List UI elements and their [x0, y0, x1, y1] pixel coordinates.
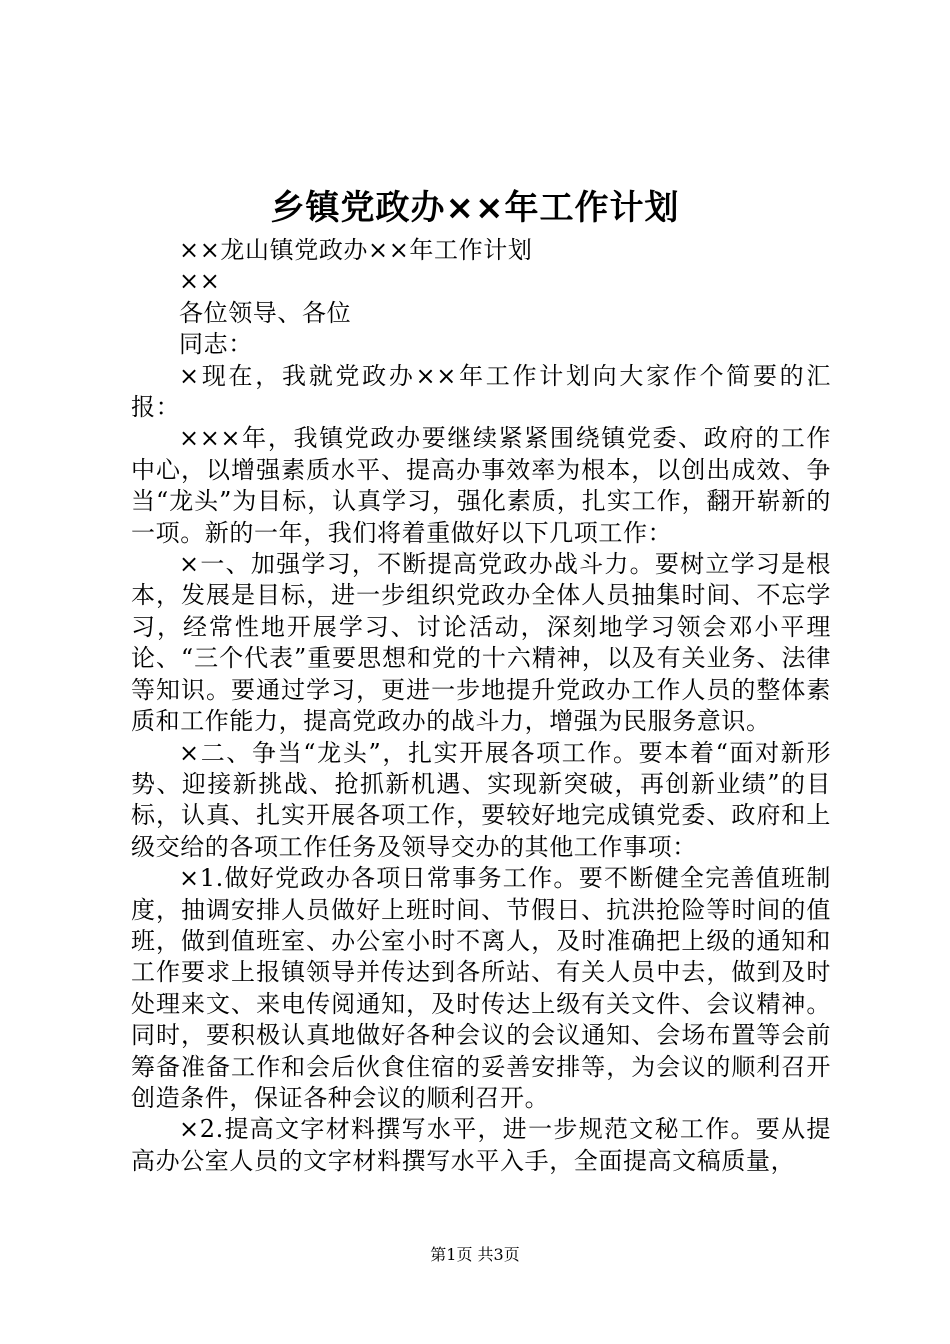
paragraph-item-2: ×2.提高文字材料撰写水平，进一步规范文秘工作。要从提高办公室人员的文字材料撰写水平入手，全面提高文稿质量， — [131, 1115, 831, 1175]
paragraph-overview: ×××年，我镇党政办要继续紧紧围绕镇党委、政府的工作中心，以增强素质水平、提高办事效率为根本，以创出成效、争当“龙头”为目标，认真学习，强化素质，扎实工作，翻开崭新的一项。新的一年，我们将着重做好以下几项工作： — [131, 424, 831, 547]
paragraph-item-1: ×1.做好党政办各项日常事务工作。要不断健全完善值班制度，抽调安排人员做好上班时间、节假日、抗洪抢险等时间的值班，做到值班室、办公室小时不离人，及时准确把上级的通知和工作要求上报镇领导并传达到各所站、有关人员中去，做到及时处理来文、来电传阅通知，及时传达上级有关文件、会议精神。同时，要积极认真地做好各种会议的会议通知、会场布置等会前筹备准备工作和会后伙食住宿的妥善安排等，为会议的顺利召开创造条件，保证各种会议的顺利召开。 — [131, 864, 831, 1112]
document-title: 乡镇党政办××年工作计划 — [270, 188, 680, 228]
paragraph-placeholder: ×× — [179, 267, 221, 296]
document-body — [131, 235, 831, 1177]
paragraph-intro: ×现在，我就党政办××年工作计划向大家作个简要的汇报： — [131, 361, 831, 422]
paragraph-salutation-end: 同志： — [179, 330, 253, 359]
paragraph-section-2: ×二、争当“龙头”，扎实开展各项工作。要本着“面对新形势、迎接新挑战、抢抓新机遇、实现新突破，再创新业绩”的目标，认真、扎实开展各项工作，要较好地完成镇党委、政府和上级交给的各项工作任务及领导交办的其他工作事项： — [131, 738, 831, 861]
paragraph-section-1: ×一、加强学习，不断提高党政办战斗力。要树立学习是根本，发展是目标，进一步组织党政办全体人员抽集时间、不忘学习，经常性地开展学习、讨论活动，深刻地学习领会邓小平理论、“三个代表”重要思想和党的十六精神，以及有关业务、法律等知识。要通过学习，更进一步地提升党政办工作人员的整体素质和工作能力，提高党政办的战斗力，增强为民服务意识。 — [131, 550, 831, 736]
paragraph-subtitle: ××龙山镇党政办××年工作计划 — [179, 236, 533, 264]
page-footer: 第1页 共3页 — [430, 1245, 520, 1264]
paragraph-salutation: 各位领导、各位 — [179, 298, 352, 327]
